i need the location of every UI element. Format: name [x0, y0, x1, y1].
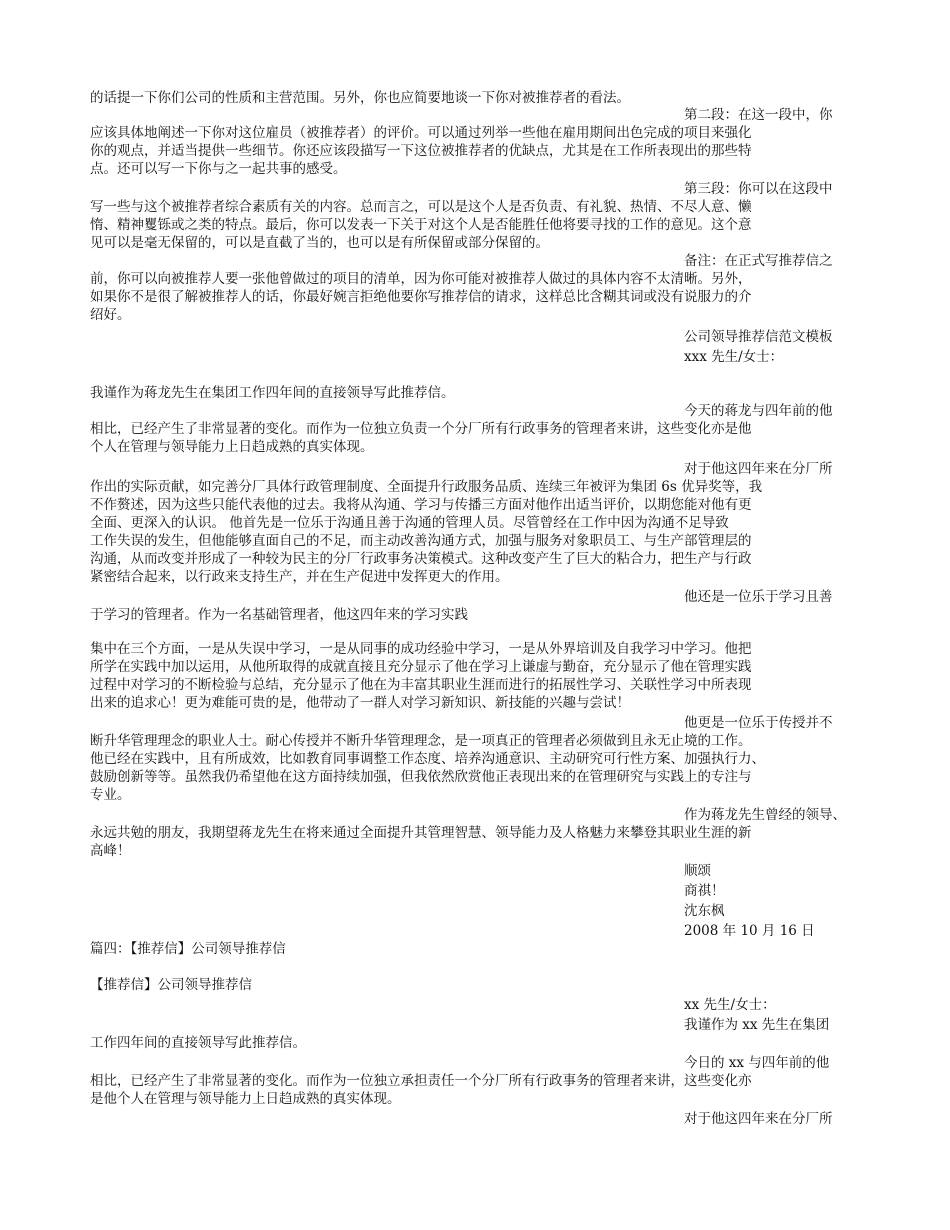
text-line: 写一些与这个被推荐者综合素质有关的内容。总而言之，可以是这个人是否负责、有礼貌、热情、不尽人意、懒 — [90, 199, 752, 215]
text-line: 他已经在实践中，且有所成效，比如教育同事调整工作态度、培养沟通意识、主动研究可行性方案、加强执行力、 — [90, 751, 765, 767]
text-line: 如果你不是很了解被推荐人的话，你最好婉言拒绝他要你写推荐信的请求，这样总比含糊其词或没有说服力的介 — [90, 289, 752, 305]
text-line: 商祺！ — [684, 883, 725, 899]
text-line: 他还是一位乐于学习且善 — [684, 589, 833, 605]
text-line: 你的观点，并适当提供一些细节。你还应该段描写一下这位被推荐者的优缺点，尤其是在工作所表现出的那些特 — [90, 143, 752, 159]
text-line: 备注：在正式写推荐信之 — [684, 253, 833, 269]
text-line: 于学习的管理者。作为一名基础管理者，他这四年来的学习实践 — [90, 607, 468, 623]
text-line: 惰、精神矍铄或之类的特点。最后，你可以发表一下关于对这个人是否能胜任他将要寻找的工作的意见。这个意 — [90, 217, 752, 233]
text-line: 沈东枫 — [684, 903, 725, 919]
text-line: 工作失误的发生，但他能够直面自己的不足，而主动改善沟通方式，加强与服务对象职员工、与生产部管理层的 — [90, 533, 752, 549]
text-line: 不作赘述，因为这些只能代表他的过去。我将从沟通、学习与传播三方面对他作出适当评价，以期您能对他有更 — [90, 497, 752, 513]
text-line: 第二段：在这一段中，你 — [684, 107, 833, 123]
text-line: 沟通，从而改变并形成了一种较为民主的分厂行政事务决策模式。这种改变产生了巨大的粘合力，把生产与行政 — [90, 551, 752, 567]
text-line: 篇四：【推荐信】公司领导推荐信 — [90, 941, 286, 957]
text-line: 今日的 xx 与四年前的他 — [684, 1055, 830, 1071]
text-line: 相比，已经产生了非常显著的变化。而作为一位独立承担责任一个分厂所有行政事务的管理者来讲，这些变化亦 — [90, 1073, 752, 1089]
text-line: 第三段：你可以在这段中 — [684, 181, 833, 197]
text-line: 2008 年 10 月 16 日 — [684, 923, 815, 939]
text-line: 鼓励创新等等。虽然我仍希望他在这方面持续加强，但我依然欣赏他正表现出来的在管理研究与实践上的专注与 — [90, 769, 752, 785]
text-line: 他更是一位乐于传授并不 — [684, 715, 833, 731]
text-line: 过程中对学习的不断检验与总结，充分显示了他在为丰富其职业生涯而进行的拓展性学习、关联性学习中所表现 — [90, 677, 752, 693]
text-line: xx 先生/女士： — [684, 997, 776, 1013]
text-line: 见可以是毫无保留的，可以是直截了当的，也可以是有所保留或部分保留的。 — [90, 235, 549, 251]
text-line: 顺颂 — [684, 863, 711, 879]
text-line: 对于他这四年来在分厂所 — [684, 1111, 833, 1127]
text-line: 点。还可以写一下你与之一起共事的感受。 — [90, 161, 347, 177]
text-line: 集中在三个方面，一是从失误中学习，一是从同事的成功经验中学习，一是从外界培训及自我学习中学习。他把 — [90, 641, 752, 657]
text-line: xxx 先生/女士： — [684, 349, 784, 365]
text-line: 今天的蒋龙与四年前的他 — [684, 403, 833, 419]
text-line: 【推荐信】公司领导推荐信 — [90, 977, 252, 993]
text-line: 全面、更深入的认识。 他首先是一位乐于沟通且善于沟通的管理人员。尽管曾经在工作中因为沟通不足导致 — [90, 515, 729, 531]
text-line: 作为蒋龙先生曾经的领导、 — [684, 807, 846, 823]
text-line: 工作四年间的直接领导写此推荐信。 — [90, 1035, 306, 1051]
text-line: 是他个人在管理与领导能力上日趋成熟的真实体现。 — [90, 1091, 401, 1107]
text-line: 所学在实践中加以运用，从他所取得的成就直接且充分显示了他在学习上谦虚与勤奋，充分显示了他在管理实践 — [90, 659, 752, 675]
text-line: 紧密结合起来，以行政来支持生产，并在生产促进中发挥更大的作用。 — [90, 569, 509, 585]
text-line: 高峰！ — [90, 843, 131, 859]
text-line: 对于他这四年来在分厂所 — [684, 461, 833, 477]
text-line: 前，你可以向被推荐人要一张他曾做过的项目的清单，因为你可能对被推荐人做过的具体内容不太清晰。另外， — [90, 271, 752, 287]
text-line: 个人在管理与领导能力上日趋成熟的真实体现。 — [90, 439, 374, 455]
text-line: 断升华管理理念的职业人士。耐心传授并不断升华管理理念，是一项真正的管理者必须做到且永无止境的工作。 — [90, 733, 752, 749]
text-line: 的话提一下你们公司的性质和主营范围。另外，你也应简要地谈一下你对被推荐者的看法。 — [90, 90, 630, 106]
text-line: 我谨作为 xx 先生在集团 — [684, 1017, 830, 1033]
text-line: 永远共勉的朋友，我期望蒋龙先生在将来通过全面提升其管理智慧、领导能力及人格魅力来攀登其职业生涯的新 — [90, 825, 752, 841]
text-line: 绍好。 — [90, 307, 131, 323]
text-line: 出来的追求心！更为难能可贵的是，他带动了一群人对学习新知识、新技能的兴趣与尝试！ — [90, 695, 630, 711]
text-line: 专业。 — [90, 787, 131, 803]
text-line: 作出的实际贡献，如完善分厂具体行政管理制度、全面提升行政服务品质、连续三年被评为集团 6s 优异奖等，我 — [90, 479, 763, 495]
text-line: 相比，已经产生了非常显著的变化。而作为一位独立负责一个分厂所有行政事务的管理者来讲，这些变化亦是他 — [90, 421, 752, 437]
text-line: 我谨作为蒋龙先生在集团工作四年间的直接领导写此推荐信。 — [90, 385, 455, 401]
text-line: 公司领导推荐信范文模板 — [684, 329, 833, 345]
text-line: 应该具体地阐述一下你对这位雇员（被推荐者）的评价。可以通过列举一些他在雇用期间出色完成的项目来强化 — [90, 125, 752, 141]
